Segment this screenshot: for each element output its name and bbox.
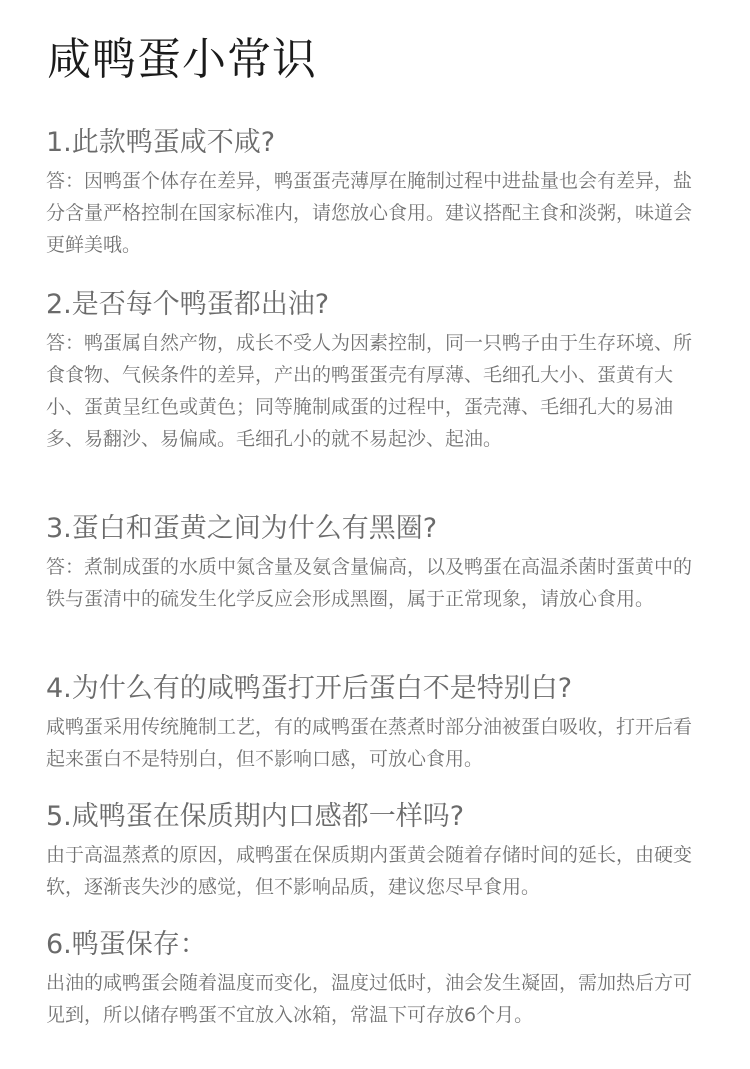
faq-item <box>46 511 710 615</box>
faq-answer: 出油的咸鸭蛋会随着温度而变化，温度过低时，油会发生凝固，需加热后方可见到，所以储存鸭蛋不宜放入冰箱，常温下可存放6个月。 <box>46 972 693 1026</box>
faq-answer: 由于高温蒸煮的原因，咸鸭蛋在保质期内蛋黄会随着存储时间的延长，由硬变软，逐渐丧失沙的感觉，但不影响品质，建议您尽早食用。 <box>46 844 693 898</box>
faq-question: 2.是否每个鸭蛋都出油? <box>46 289 330 320</box>
faq-question: 6.鸭蛋保存： <box>46 929 207 960</box>
faq-item <box>46 287 710 455</box>
faq-question: 3.蛋白和蛋黄之间为什么有黑圈? <box>46 513 438 544</box>
faq-answer: 答：煮制成蛋的水质中氮含量及氨含量偏高，以及鸭蛋在高温杀菌时蛋黄中的铁与蛋清中的硫发生化学反应会形成黑圈，属于正常现象，请放心食用。 <box>46 556 693 610</box>
faq-item <box>46 671 710 775</box>
faq-answer: 答：鸭蛋属自然产物，成长不受人为因素控制，同一只鸭子由于生存环境、所食食物、气候条件的差异，产出的鸭蛋蛋壳有厚薄、毛细孔大小、蛋黄有大小、蛋黄呈红色或黄色；同等腌制咸蛋的过程中，蛋壳薄、毛细孔大的易油多、易翻沙、易偏咸。毛细孔小的就不易起沙、起油。 <box>46 332 693 450</box>
page-title: 咸鸭蛋小常识 <box>47 34 317 85</box>
faq-answer: 咸鸭蛋采用传统腌制工艺，有的咸鸭蛋在蒸煮时部分油被蛋白吸收，打开后看起来蛋白不是特别白，但不影响口感，可放心食用。 <box>46 716 693 770</box>
faq-item <box>46 125 710 261</box>
faq-item <box>46 799 710 903</box>
faq-question: 5.咸鸭蛋在保质期内口感都一样吗? <box>46 801 465 832</box>
faq-question: 4.为什么有的咸鸭蛋打开后蛋白不是特别白? <box>46 673 573 704</box>
faq-question: 1.此款鸭蛋咸不咸? <box>46 127 276 158</box>
faq-answer: 答：因鸭蛋个体存在差异，鸭蛋蛋壳薄厚在腌制过程中进盐量也会有差异，盐分含量严格控制在国家标准内，请您放心食用。建议搭配主食和淡粥，味道会更鲜美哦。 <box>46 170 693 256</box>
faq-item <box>46 927 710 1031</box>
